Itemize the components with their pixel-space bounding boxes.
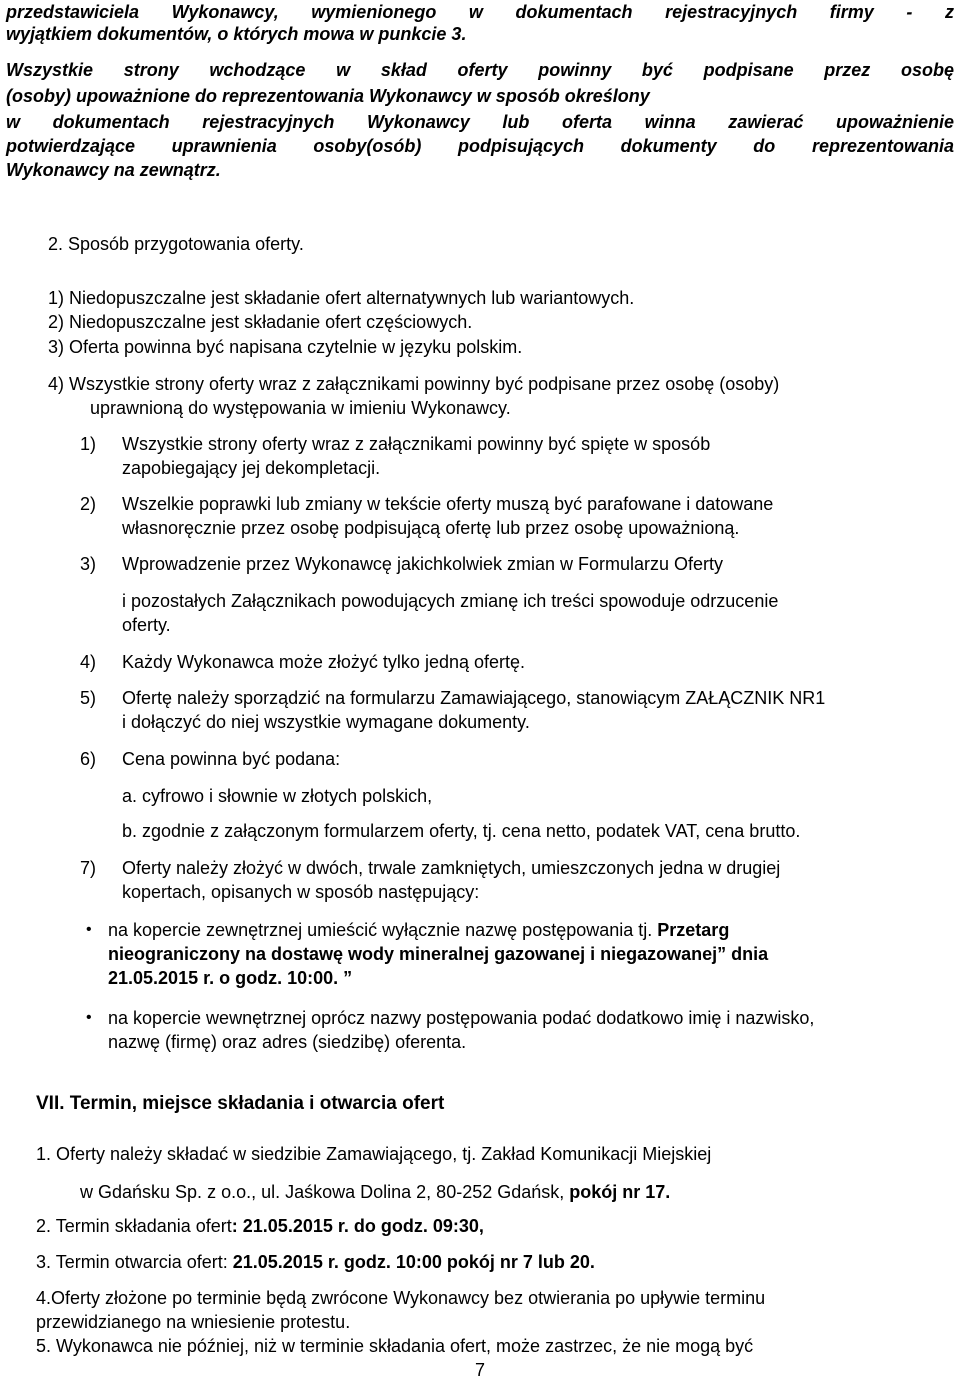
page-number: 7	[474, 1360, 485, 1380]
sub-item-6-line-1: Cena powinna być podana:	[122, 749, 341, 769]
sub-item-7-line-2: kopertach, opisanych w sposób następujący:	[122, 882, 480, 902]
section-2-item-2: 2) Niedopuszczalne jest składanie ofert częściowych.	[48, 312, 473, 332]
sub-item-5-number: 5)	[80, 688, 97, 708]
section-7-p4-line-1: 4.Oferty złożone po terminie będą zwrócone Wykonawcy bez otwierania po upływie terminu	[36, 1288, 766, 1308]
section-7-p3	[36, 1250, 595, 1274]
bullet-1-line-3	[108, 966, 352, 990]
sub-item-2-number: 2)	[80, 494, 97, 514]
sub-item-5-line-2: i dołączyć do niej wszystkie wymagane dokumenty.	[122, 712, 530, 732]
section-7-p2-bold: : 21.05.2015 r. do godz. 09:30,	[231, 1216, 484, 1236]
sub-item-4-line-1: Każdy Wykonawca może złożyć tylko jedną ofertę.	[122, 652, 526, 672]
section-7-p2	[36, 1214, 484, 1238]
para2-line-2: (osoby) upoważnione do reprezentowania Wykonawcy w sposób określony	[6, 86, 650, 106]
sub-item-6-number: 6)	[80, 749, 97, 769]
section-2-item-1: 1) Niedopuszczalne jest składanie ofert alternatywnych lub wariantowych.	[48, 288, 635, 308]
section-7-heading: VII. Termin, miejsce składania i otwarcia ofert	[36, 1093, 445, 1114]
para2-line-1: Wszystkie strony wchodzące w skład oferty powinny być podpisane przez osobę	[6, 60, 954, 80]
sub-item-5-line-1: Ofertę należy sporządzić na formularzu Zamawiającego, stanowiącym ZAŁĄCZNIK NR1	[122, 688, 826, 708]
sub-item-7-line-1: Oferty należy złożyć w dwóch, trwale zamkniętych, umieszczonych jedna w drugiej	[122, 858, 781, 878]
bullet-1-bold-3: 21.05.2015 r. o godz. 10:00.	[108, 968, 339, 988]
section-7-p3-plain: 3. Termin otwarcia ofert:	[36, 1252, 233, 1272]
sub-item-3-line-3: oferty.	[122, 615, 171, 635]
para2-line-4: potwierdzające uprawnienia osoby(osób) podpisujących dokumenty do reprezentowania	[6, 136, 954, 156]
bullet-1-symbol: •	[86, 921, 92, 938]
sub-item-2-line-2: własnoręcznie przez osobę podpisującą ofertę lub przez osobę upoważnioną.	[122, 518, 740, 538]
price-option-b: b. zgodnie z załączonym formularzem oferty, tj. cena netto, podatek VAT, cena brutto.	[122, 821, 801, 841]
bullet-1-line-1	[108, 918, 729, 942]
section-7-p1-bold: pokój nr 17.	[569, 1182, 671, 1202]
section-7-p1-line-2	[80, 1180, 670, 1204]
section-7-p3-bold: 21.05.2015 r. godz. 10:00 pokój nr 7 lub 20.	[232, 1252, 595, 1272]
sub-item-3-line-2: i pozostałych Załącznikach powodujących zmianę ich treści spowoduje odrzucenie	[122, 591, 779, 611]
section-2-heading: 2. Sposób przygotowania oferty.	[48, 234, 304, 254]
bullet-1-quote: ”	[343, 968, 353, 988]
para2-line-3: w dokumentach rejestracyjnych Wykonawcy lub oferta winna zawierać upoważnienie	[6, 112, 954, 132]
sub-item-7-number: 7)	[80, 858, 97, 878]
section-7-p1-line-1: 1. Oferty należy składać w siedzibie Zamawiającego, tj. Zakład Komunikacji Miejskiej	[36, 1144, 712, 1164]
intro-line-2: wyjątkiem dokumentów, o których mowa w punkcie 3.	[6, 24, 467, 44]
bullet-1-plain: na kopercie zewnętrznej umieścić wyłącznie nazwę postępowania tj.	[108, 920, 658, 940]
sub-item-1-number: 1)	[80, 434, 97, 454]
section-7-p4-line-2: przewidzianego na wniesienie protestu.	[36, 1312, 351, 1332]
section-2-item-3: 3) Oferta powinna być napisana czytelnie w języku polskim.	[48, 337, 523, 357]
section-7-p1-plain: w Gdańsku Sp. z o.o., ul. Jaśkowa Dolina 2, 80-252 Gdańsk,	[80, 1182, 570, 1202]
bullet-2-symbol: •	[86, 1009, 92, 1026]
section-7-p5: 5. Wykonawca nie później, niż w terminie składania ofert, może zastrzec, że nie mogą być	[36, 1336, 754, 1356]
section-2-item-4-line-2: uprawnioną do występowania w imieniu Wykonawcy.	[90, 398, 511, 418]
section-2-item-4-line-1: 4) Wszystkie strony oferty wraz z załącznikami powinny być podpisane przez osobę (osoby)	[48, 374, 780, 394]
sub-item-2-line-1: Wszelkie poprawki lub zmiany w tekście oferty muszą być parafowane i datowane	[122, 494, 774, 514]
sub-item-3-number: 3)	[80, 554, 97, 574]
para2-line-5: Wykonawcy na zewnątrz.	[6, 160, 221, 180]
section-7-p2-plain: 2. Termin składania ofert	[36, 1216, 232, 1236]
sub-item-1-line-2: zapobiegający jej dekompletacji.	[122, 458, 381, 478]
sub-item-4-number: 4)	[80, 652, 97, 672]
bullet-1-bold-1: Przetarg	[657, 920, 730, 940]
sub-item-1-line-1: Wszystkie strony oferty wraz z załącznikami powinny być spięte w sposób	[122, 434, 711, 454]
bullet-2-line-2: nazwę (firmę) oraz adres (siedzibę) oferenta.	[108, 1032, 467, 1052]
price-option-a: a. cyfrowo i słownie w złotych polskich,	[122, 786, 433, 806]
bullet-1-line-2: nieograniczony na dostawę wody mineralnej gazowanej i niegazowanej” dnia	[108, 944, 769, 964]
bullet-2-line-1: na kopercie wewnętrznej oprócz nazwy postępowania podać dodatkowo imię i nazwisko,	[108, 1008, 815, 1028]
intro-line-1: przedstawiciela Wykonawcy, wymienionego w dokumentach rejestracyjnych firmy - z	[6, 2, 954, 22]
sub-item-3-line-1: Wprowadzenie przez Wykonawcę jakichkolwiek zmian w Formularzu Oferty	[122, 554, 724, 574]
